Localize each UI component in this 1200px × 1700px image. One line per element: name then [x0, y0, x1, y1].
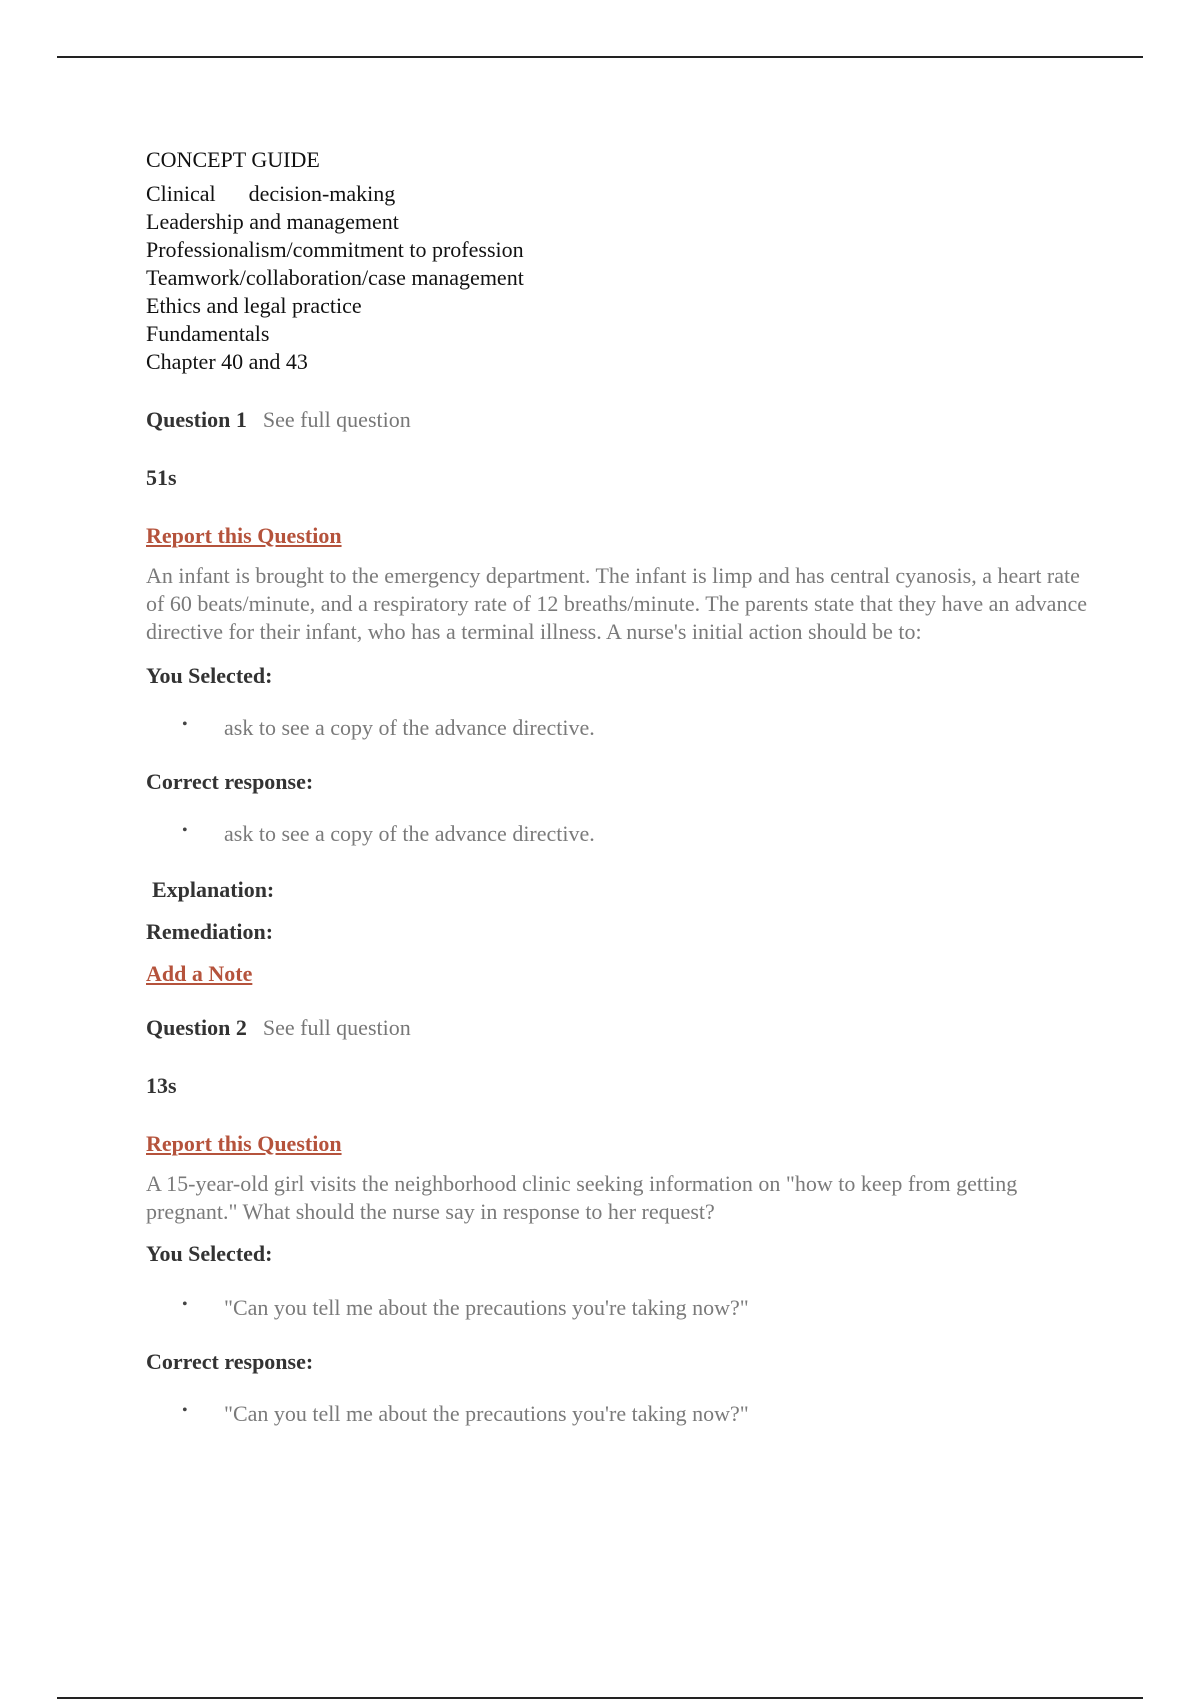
question-time: 51s — [146, 465, 177, 490]
bullet-icon: • — [182, 1296, 188, 1313]
you-selected-label: You Selected: — [146, 1241, 273, 1266]
bullet-icon: • — [182, 1402, 188, 1419]
concept-line: Teamwork/collaboration/case management — [146, 265, 524, 290]
correct-answer-text: ask to see a copy of the advance directive. — [224, 821, 595, 846]
report-question-link[interactable]: Report this Question — [146, 523, 342, 548]
correct-response-label: Correct response: — [146, 1349, 314, 1374]
document-body — [146, 146, 1096, 1428]
concept-line: Leadership and management — [146, 209, 399, 234]
concept-line: Professionalism/commitment to profession — [146, 237, 524, 262]
bottom-rule — [57, 1697, 1143, 1699]
concept-guide-title: CONCEPT GUIDE — [146, 147, 320, 172]
concept-line: Ethics and legal practice — [146, 293, 362, 318]
add-note-link[interactable]: Add a Note — [146, 961, 253, 986]
question-1 — [146, 406, 1096, 988]
correct-answer-text: "Can you tell me about the precautions you're taking now?" — [224, 1401, 749, 1426]
correct-answer — [146, 1400, 1096, 1428]
question-2 — [146, 1014, 1096, 1428]
question-text: A 15-year-old girl visits the neighborhood clinic seeking information on "how to keep from getting pregnant." What should the nurse say in response to her request? — [146, 1171, 1018, 1224]
question-number: Question 1 — [146, 407, 247, 432]
concept-line: Clinical decision-making — [146, 181, 396, 206]
see-full-question-link[interactable]: See full question — [262, 407, 411, 432]
selected-answer-text: ask to see a copy of the advance directive. — [224, 715, 595, 740]
selected-answer — [146, 1294, 1096, 1322]
remediation-label: Remediation: — [146, 919, 274, 944]
selected-answer-text: "Can you tell me about the precautions you're taking now?" — [224, 1295, 749, 1320]
correct-response-label: Correct response: — [146, 769, 314, 794]
bullet-icon: • — [182, 716, 188, 733]
question-text: An infant is brought to the emergency department. The infant is limp and has central cyanosis, a heart rate of 60 beats/minute, and a respiratory rate of 12 breaths/minute. The parents state that they have an advance directive for their infant, who has a terminal illness. A nurse's initial action should be to: — [146, 563, 1087, 644]
selected-answer — [146, 714, 1096, 742]
concept-line: Fundamentals — [146, 321, 270, 346]
top-rule — [57, 56, 1143, 58]
question-time: 13s — [146, 1073, 177, 1098]
report-question-link[interactable]: Report this Question — [146, 1131, 342, 1156]
concept-line: Chapter 40 and 43 — [146, 349, 308, 374]
bullet-icon: • — [182, 822, 188, 839]
concept-guide — [146, 146, 1096, 376]
question-header — [146, 1014, 1096, 1042]
explanation-label: Explanation: — [152, 877, 275, 902]
question-header — [146, 406, 1096, 434]
correct-answer — [146, 820, 1096, 848]
question-number: Question 2 — [146, 1015, 247, 1040]
you-selected-label: You Selected: — [146, 663, 273, 688]
see-full-question-link[interactable]: See full question — [262, 1015, 411, 1040]
